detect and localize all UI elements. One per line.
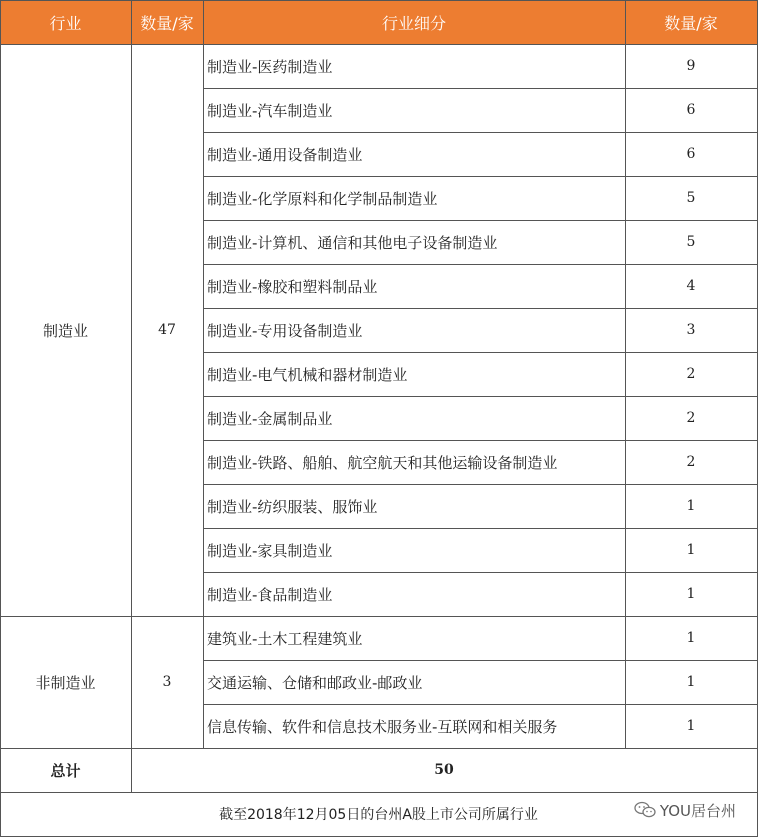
- row-divider: [203, 132, 758, 133]
- subcategory-cell: 制造业-计算机、通信和其他电子设备制造业: [207, 233, 498, 252]
- table-right-border: [757, 0, 758, 837]
- watermark-badge: [634, 793, 736, 827]
- subcategory-cell: 制造业-食品制造业: [207, 585, 333, 604]
- subcategory-cell: 制造业-金属制品业: [207, 409, 333, 428]
- subcategory-cell: 交通运输、仓储和邮政业-邮政业: [207, 673, 423, 692]
- row-divider: [203, 440, 758, 441]
- subcategory-cell: 制造业-铁路、船舶、航空航天和其他运输设备制造业: [207, 453, 558, 472]
- wechat-icon: [634, 801, 656, 819]
- subcategory-cell: 制造业-家具制造业: [207, 541, 333, 560]
- subcategory-cell: 制造业-医药制造业: [207, 57, 333, 76]
- subcategory-count-cell: 5: [686, 190, 696, 206]
- group-divider: [0, 44, 758, 45]
- group-industry-cell: 制造业: [42, 321, 88, 340]
- subcategory-count-cell: 1: [686, 586, 696, 602]
- subcategory-count-cell: 5: [686, 234, 696, 250]
- subcategory-cell: 制造业-专用设备制造业: [207, 321, 363, 340]
- table-top-border: [0, 0, 758, 1]
- row-divider: [203, 484, 758, 485]
- subcategory-count-cell: 1: [686, 630, 696, 646]
- row-divider: [203, 176, 758, 177]
- header-subcategory: 行业细分: [203, 0, 625, 44]
- subcategory-count-cell: 6: [686, 146, 696, 162]
- subcategory-cell: 制造业-电气机械和器材制造业: [207, 365, 408, 384]
- subcategory-cell: 制造业-化学原料和化学制品制造业: [207, 189, 438, 208]
- group-divider: [0, 616, 758, 617]
- table-bottom-border: [0, 836, 758, 837]
- header-subcount: 数量/家: [625, 0, 757, 44]
- row-divider: [203, 660, 758, 661]
- row-divider: [203, 352, 758, 353]
- subcategory-count-cell: 4: [686, 278, 696, 294]
- subcategory-cell: 建筑业-土木工程建筑业: [207, 629, 363, 648]
- subcategory-count-cell: 6: [686, 102, 696, 118]
- subcategory-count-cell: 3: [686, 322, 696, 338]
- row-divider: [203, 220, 758, 221]
- group-industry-cell: 非制造业: [35, 673, 96, 692]
- row-divider: [203, 88, 758, 89]
- subcategory-cell: 信息传输、软件和信息技术服务业-互联网和相关服务: [207, 717, 558, 736]
- subcategory-count-cell: 2: [686, 366, 696, 382]
- col-divider-2: [203, 0, 204, 748]
- row-divider: [203, 264, 758, 265]
- group-count-cell: 3: [162, 674, 172, 690]
- subcategory-count-cell: 1: [686, 674, 696, 690]
- row-divider: [203, 572, 758, 573]
- subcategory-cell: 制造业-汽车制造业: [207, 101, 333, 120]
- subcategory-count-cell: 9: [686, 58, 696, 74]
- total-label: 总计: [50, 761, 81, 780]
- row-divider: [203, 396, 758, 397]
- subcategory-cell: 制造业-橡胶和塑料制品业: [207, 277, 378, 296]
- subcategory-count-cell: 1: [686, 718, 696, 734]
- row-divider: [203, 308, 758, 309]
- group-count-cell: 47: [158, 322, 176, 338]
- col-divider-3: [625, 0, 626, 748]
- row-divider: [203, 528, 758, 529]
- subcategory-cell: 制造业-通用设备制造业: [207, 145, 363, 164]
- header-count: 数量/家: [131, 0, 203, 44]
- row-divider: [203, 704, 758, 705]
- footnote: 截至2018年12月05日的台州A股上市公司所属行业: [219, 807, 538, 823]
- col-divider-1: [131, 0, 132, 792]
- watermark-account: YOU居台州: [659, 801, 736, 820]
- header-industry: 行业: [0, 0, 131, 44]
- subcategory-count-cell: 2: [686, 410, 696, 426]
- total-value: 50: [434, 762, 454, 778]
- subcategory-count-cell: 2: [686, 454, 696, 470]
- table-left-border: [0, 0, 1, 837]
- subcategory-count-cell: 1: [686, 542, 696, 558]
- subcategory-count-cell: 1: [686, 498, 696, 514]
- subcategory-cell: 制造业-纺织服装、服饰业: [207, 497, 378, 516]
